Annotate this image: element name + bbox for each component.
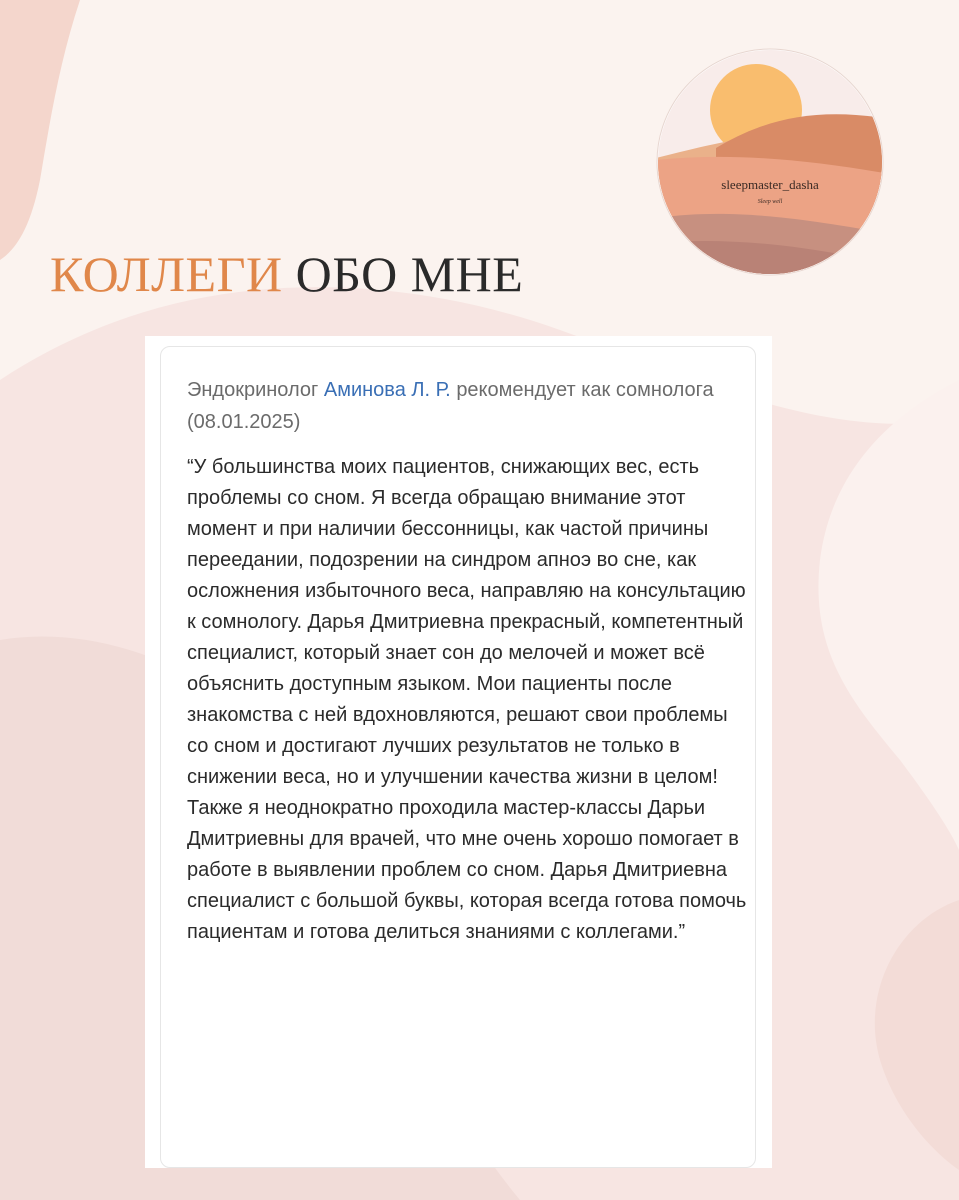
logo-tagline: Sleep well <box>757 199 783 205</box>
review-header <box>187 374 747 438</box>
review-text: “У большинства моих пациентов, снижающих вес, есть проблемы со сном. Я всегда обращаю внимание этот момент и при наличии бессонницы, как частой причины переедании, подозрении на синдром апноэ во сне, как осложнения избыточного веса, направляю на консультацию к сомнологу. Дарья Дмитриевна прекрасный, компетентный специалист, который знает сон до мелочей и может всё объяснить доступным языком. Мои пациенты после знакомства с ней вдохновляются, решают свои проблемы со сном и достигают лучших результатов не только в снижении веса, но и улучшении качества жизни в целом! Также я неоднократно проходила мастер-классы Дарьи Дмитриевны для врачей, что мне очень хорошо помогает в работе в выявлении проблем со сном. Дарья Дмитриевна специалист с большой буквы, которая всегда готова помочь пациентам и готова делиться знаниями с коллегами.” <box>187 456 747 943</box>
logo-name: sleepmaster_dasha <box>721 177 819 192</box>
page-title <box>50 245 523 303</box>
review-prefix: Эндокринолог <box>187 379 319 401</box>
page-title-rest: ОБО МНЕ <box>295 246 524 302</box>
review-suffix: рекомендует как сомнолога (08.01.2025) <box>187 379 714 433</box>
logo <box>656 48 884 276</box>
page-title-accent: КОЛЛЕГИ <box>50 246 283 302</box>
review-author-link[interactable]: Аминова Л. Р. <box>323 379 451 401</box>
